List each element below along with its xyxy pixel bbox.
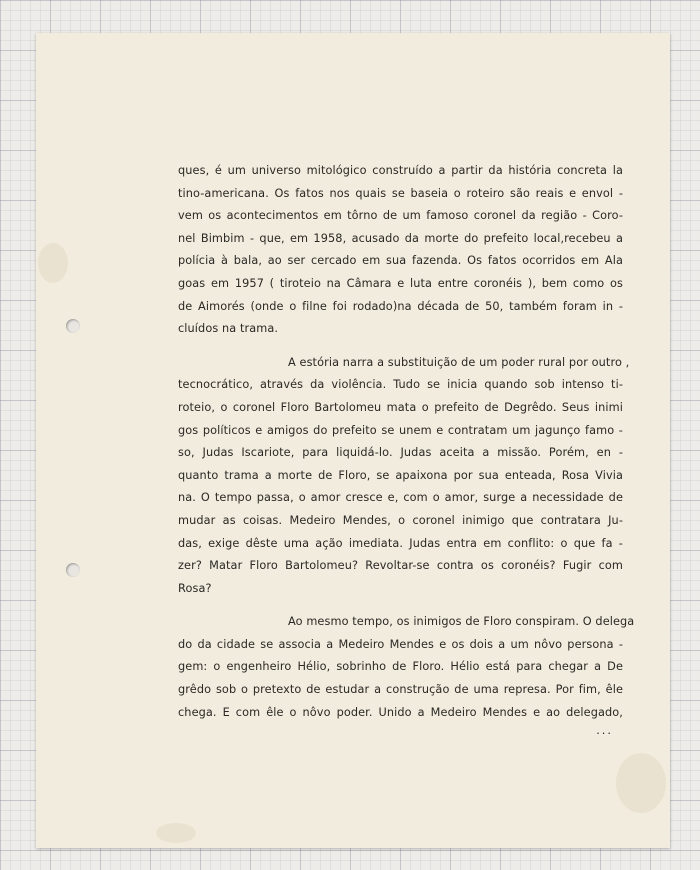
text-line: gos políticos e amigos do prefeito se unem e contratam um jagunço famo - (178, 423, 623, 437)
text-line: grêdo sob o pretexto de estudar a construção de uma represa. Por fim, êle (178, 683, 623, 697)
paper-stain (616, 753, 666, 813)
text-line: ques, é um universo mitológico construído a partir da história concreta la (178, 164, 623, 177)
text-line: quanto trama a morte de Floro, se apaixona por sua enteada, Rosa Vivia (178, 468, 623, 482)
punch-hole (66, 319, 80, 333)
text-line: polícia à bala, ao ser cercado em sua fazenda. Os fatos ocorridos em Ala (178, 254, 623, 268)
text-line: gem: o engenheiro Hélio, sobrinho de Floro. Hélio está para chegar a De (178, 660, 623, 674)
paper-stain (156, 823, 196, 843)
text-line: tecnocrático, através da violência. Tudo se inicia quando sob intenso ti- (178, 378, 623, 392)
text-line: tino-americana. Os fatos nos quais se baseia o roteiro são reais e envol - (178, 186, 623, 200)
text-line: de Aimorés (onde o filne foi rodado)na década de 50, também foram in - (178, 299, 623, 313)
continuation-mark: ... (596, 724, 613, 738)
text-line: na. O tempo passa, o amor cresce e, com o amor, surge a necessidade de (178, 491, 623, 505)
text-line: do da cidade se associa a Medeiro Mendes e os dois a um nôvo persona - (178, 637, 623, 651)
text-line: cluídos na trama. (178, 322, 279, 336)
text-line: nel Bimbim - que, em 1958, acusado da morte do prefeito local,recebeu a (178, 231, 623, 245)
text-line: zer? Matar Floro Bartolomeu? Revoltar-se contra os coronéis? Fugir com (178, 559, 623, 573)
paragraph-2 (178, 352, 630, 601)
text-line: vem os acontecimentos em tôrno de um famoso coronel da região - Coro- (178, 209, 623, 223)
paragraph-1 (178, 160, 623, 341)
text-line: Rosa? (178, 581, 212, 595)
paragraph-3 (178, 611, 635, 724)
text-line: goas em 1957 ( tiroteio na Câmara e luta entre coronéis ), bem como os (178, 276, 623, 290)
text-line: so, Judas Iscariote, para liquidá-lo. Judas aceita a missão. Porém, en - (178, 446, 623, 460)
punch-hole (66, 563, 80, 577)
text-line: mudar as coisas. Medeiro Mendes, o coronel inimigo que contratara Ju- (178, 513, 623, 527)
text-line: roteio, o coronel Floro Bartolomeu mata o prefeito de Degrêdo. Seus inimi (178, 400, 623, 414)
typed-text-body (178, 160, 635, 738)
text-line: das, exige dêste uma ação imediata. Judas entra em conflito: o que fa - (178, 536, 623, 550)
text-line: Ao mesmo tempo, os inimigos de Floro conspiram. O delega (288, 615, 635, 629)
text-line: A estória narra a substituição de um poder rural por outro , (288, 355, 630, 369)
text-line: chega. E com êle o nôvo poder. Unido a Medeiro Mendes e ao delegado, (178, 705, 623, 719)
paper-stain (38, 243, 68, 283)
